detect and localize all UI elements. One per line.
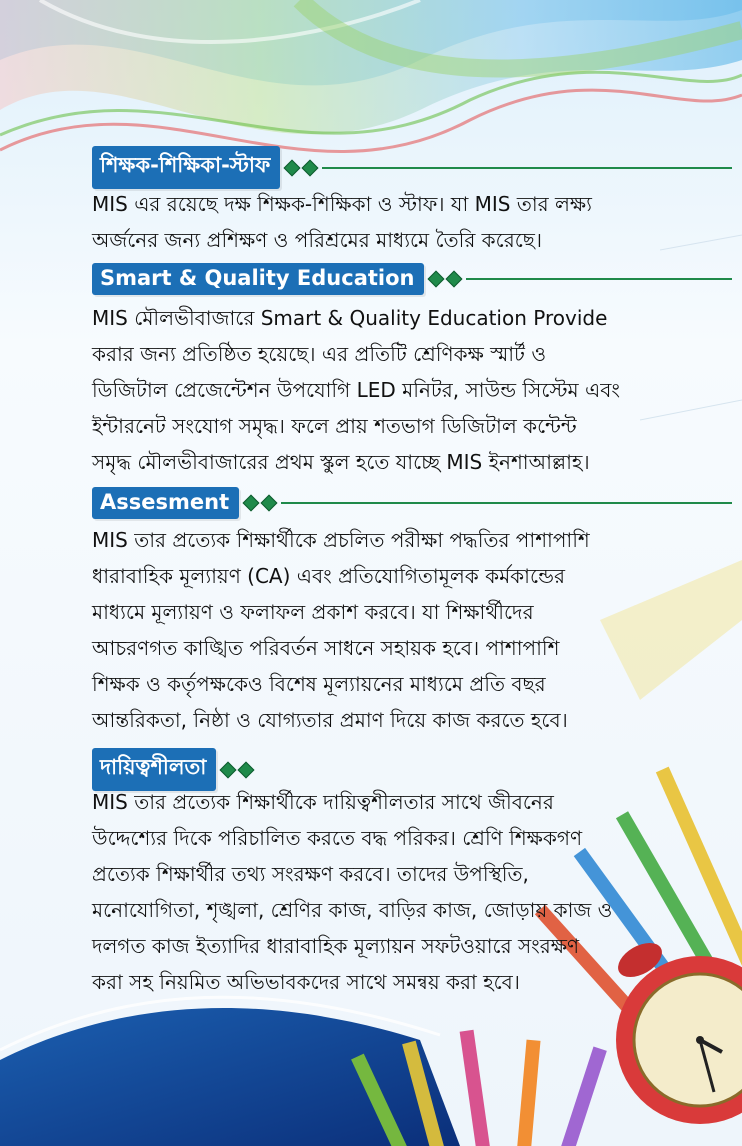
diamond-ornament-icon	[245, 497, 281, 509]
text-line: ডিজিটাল প্রেজেন্টেশন উপযোগি LED মনিটর, সাউন্ড সিস্টেম এবং	[92, 378, 620, 402]
text-line: সমৃদ্ধ মৌলভীবাজারের প্রথম স্কুল হতে যাচ্ছে MIS ইনশাআল্লাহ।	[92, 450, 590, 474]
heading-rule	[322, 167, 732, 169]
text-line: আন্তরিকতা, নিষ্ঠা ও যোগ্যতার প্রমাণ দিয়ে কাজ করতে হবে।	[92, 708, 568, 732]
heading-label: শিক্ষক-শিক্ষিকা-স্টাফ	[92, 146, 280, 189]
text-line: উদ্দেশ্যের দিকে পরিচালিত করতে বদ্ধ পরিকর। শ্রেণি শিক্ষকগণ	[92, 826, 583, 850]
heading-label: Assesment	[92, 487, 239, 519]
text-line: MIS তার প্রত্যেক শিক্ষার্থীকে প্রচলিত পরীক্ষা পদ্ধতির পাশাপাশি	[92, 528, 590, 552]
text-line: মনোযোগিতা, শৃঙ্খলা, শ্রেণির কাজ, বাড়ির কাজ, জোড়ায় কাজ ও	[92, 898, 613, 922]
heading-rule	[281, 502, 732, 504]
heading-rule	[466, 278, 732, 280]
diamond-ornament-icon	[222, 764, 258, 776]
text-line: ইন্টারনেট সংযোগ সমৃদ্ধ। ফলে প্রায় শতভাগ ডিজিটাল কন্টেন্ট	[92, 414, 577, 438]
section-heading-staff	[92, 146, 732, 189]
text-line: অর্জনের জন্য প্রশিক্ষণ ও পরিশ্রমের মাধ্যমে তৈরি করেছে।	[92, 228, 543, 252]
section-heading-assessment	[92, 487, 732, 519]
text-line: করার জন্য প্রতিষ্ঠিত হয়েছে। এর প্রতিটি শ্রেণিকক্ষ স্মার্ট ও	[92, 342, 547, 366]
paragraph-responsibility	[92, 784, 662, 1000]
heading-label: দায়িত্বশীলতা	[92, 748, 216, 791]
text-line: দলগত কাজ ইত্যাদির ধারাবাহিক মূল্যায়ন সফটওয়ারে সংরক্ষণ	[92, 934, 580, 958]
paragraph-assessment	[92, 522, 662, 738]
text-line: MIS এর রয়েছে দক্ষ শিক্ষক-শিক্ষিকা ও স্টাফ। যা MIS তার লক্ষ্য	[92, 192, 592, 216]
paragraph-staff	[92, 186, 662, 258]
text-line: আচরণগত কাঙ্খিত পরিবর্তন সাধনে সহায়ক হবে। পাশাপাশি	[92, 636, 560, 660]
text-line: করা সহ নিয়মিত অভিভাবকদের সাথে সমন্বয় করা হবে।	[92, 970, 520, 994]
diamond-ornament-icon	[430, 273, 466, 285]
text-line: শিক্ষক ও কর্তৃপক্ষকেও বিশেষ মূল্যায়নের মাধ্যমে প্রতি বছর	[92, 672, 546, 696]
paragraph-smart-education	[92, 300, 662, 480]
diamond-ornament-icon	[286, 162, 322, 174]
text-line: মাধ্যমে মূল্যায়ণ ও ফলাফল প্রকাশ করবে। যা শিক্ষার্থীদের	[92, 600, 534, 624]
text-line: MIS তার প্রত্যেক শিক্ষার্থীকে দায়িত্বশীলতার সাথে জীবনের	[92, 790, 554, 814]
heading-label: Smart & Quality Education	[92, 263, 424, 295]
text-line: প্রত্যেক শিক্ষার্থীর তথ্য সংরক্ষণ করবে। তাদের উপস্থিতি,	[92, 862, 529, 886]
text-line: ধারাবাহিক মূল্যায়ণ (CA) এবং প্রতিযোগিতামূলক কর্মকান্ডের	[92, 564, 565, 588]
section-heading-smart-education	[92, 263, 732, 295]
text-line: MIS মৌলভীবাজারে Smart & Quality Education Provide	[92, 306, 608, 330]
